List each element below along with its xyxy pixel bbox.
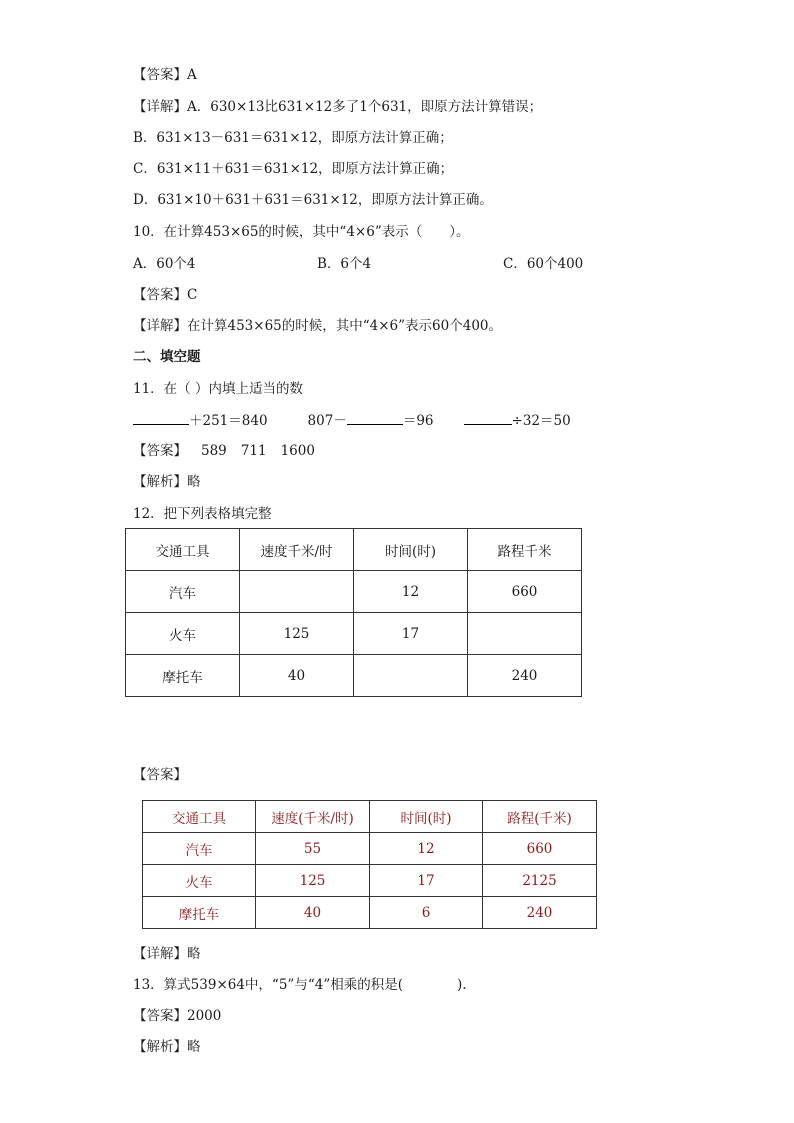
table-cell: 12	[354, 571, 468, 613]
table-cell: 17	[354, 613, 468, 655]
q11-question: 11．在（ ）内填上适当的数	[133, 381, 303, 397]
table-header-cell: 交通工具	[126, 529, 240, 571]
q11-eq2-left: 807－	[307, 413, 347, 429]
table-cell: 摩托车	[143, 897, 256, 929]
q10-option-b: B．6个4	[317, 256, 372, 272]
q10-option-a: A．60个4	[133, 256, 196, 272]
table-cell: 2125	[483, 865, 597, 897]
q11-equations	[133, 412, 571, 429]
q11-answer-value: 589	[201, 443, 227, 459]
table-cell: 660	[483, 833, 597, 865]
table-cell: 240	[483, 897, 597, 929]
table-header-cell: 交通工具	[143, 801, 256, 833]
q11-eq2-right: ＝96	[402, 413, 434, 429]
q9-line-c: C．631×11＋631＝631×12，即原方法计算正确；	[133, 161, 454, 177]
table-header-cell: 路程(千米)	[483, 801, 597, 833]
table-cell: 6	[370, 897, 483, 929]
table-header-cell: 时间(时)	[370, 801, 483, 833]
table-row	[126, 613, 582, 655]
table-cell: 660	[468, 571, 582, 613]
q11-blank-2[interactable]	[347, 412, 403, 425]
q11-analysis: 【解析】略	[133, 474, 201, 490]
q11-answer	[133, 443, 315, 459]
table-row	[143, 833, 597, 865]
table-header-row	[143, 801, 597, 833]
table-cell: 摩托车	[126, 655, 240, 697]
q10-answer: 【答案】C	[133, 287, 198, 303]
table-cell: 40	[240, 655, 354, 697]
table-header-cell: 时间(时)	[354, 529, 468, 571]
q12-question: 12．把下列表格填完整	[133, 506, 272, 522]
q12-answer-label: 【答案】	[133, 767, 187, 783]
table-cell: 汽车	[143, 833, 256, 865]
q11-eq1: ＋251＝840	[189, 413, 268, 429]
table-cell	[468, 613, 582, 655]
q11-answer-label: 【答案】	[133, 443, 187, 459]
q11-eq3: ÷32＝50	[511, 413, 571, 429]
q9-detail-a: 【详解】A．630×13比631×12多了1个631，即原方法计算错误；	[133, 99, 543, 115]
q10-question: 10．在计算453×65的时候，其中“4×6”表示（ ）。	[133, 224, 470, 240]
table-cell: 汽车	[126, 571, 240, 613]
table-cell: 40	[256, 897, 370, 929]
q10-detail: 【详解】在计算453×65的时候，其中“4×6”表示60个400。	[133, 318, 502, 334]
table-cell: 125	[256, 865, 370, 897]
table-cell: 240	[468, 655, 582, 697]
table-row	[143, 865, 597, 897]
q9-answer: 【答案】A	[133, 67, 197, 83]
table-row	[143, 897, 597, 929]
table-row	[126, 571, 582, 613]
table-cell: 火车	[143, 865, 256, 897]
q13-analysis: 【解析】略	[133, 1039, 201, 1055]
table-cell: 17	[370, 865, 483, 897]
table-cell	[240, 571, 354, 613]
q10-option-c: C．60个400	[503, 256, 584, 272]
q12-detail: 【详解】略	[133, 946, 201, 962]
q12-table	[125, 528, 582, 697]
q11-answer-value: 711	[240, 443, 267, 459]
q9-line-d: D．631×10＋631＋631＝631×12，即原方法计算正确。	[133, 192, 493, 208]
q11-blank-1[interactable]	[133, 412, 189, 425]
table-header-cell: 速度(千米/时)	[256, 801, 370, 833]
section-title: 二、填空题	[133, 349, 201, 365]
table-row	[126, 655, 582, 697]
q13-answer: 【答案】2000	[133, 1008, 222, 1024]
table-cell: 55	[256, 833, 370, 865]
q13-question: 13．算式539×64中，“5”与“4”相乘的积是( ).	[133, 977, 467, 993]
table-cell	[354, 655, 468, 697]
q11-blank-3[interactable]	[464, 412, 512, 425]
table-header-row	[126, 529, 582, 571]
table-header-cell: 速度千米/时	[240, 529, 354, 571]
table-cell: 火车	[126, 613, 240, 655]
q11-answer-value: 1600	[280, 443, 315, 459]
q12-answer-table	[142, 800, 597, 929]
table-header-cell: 路程千米	[468, 529, 582, 571]
table-cell: 125	[240, 613, 354, 655]
q9-line-b: B．631×13－631＝631×12，即原方法计算正确；	[133, 130, 453, 146]
table-cell: 12	[370, 833, 483, 865]
